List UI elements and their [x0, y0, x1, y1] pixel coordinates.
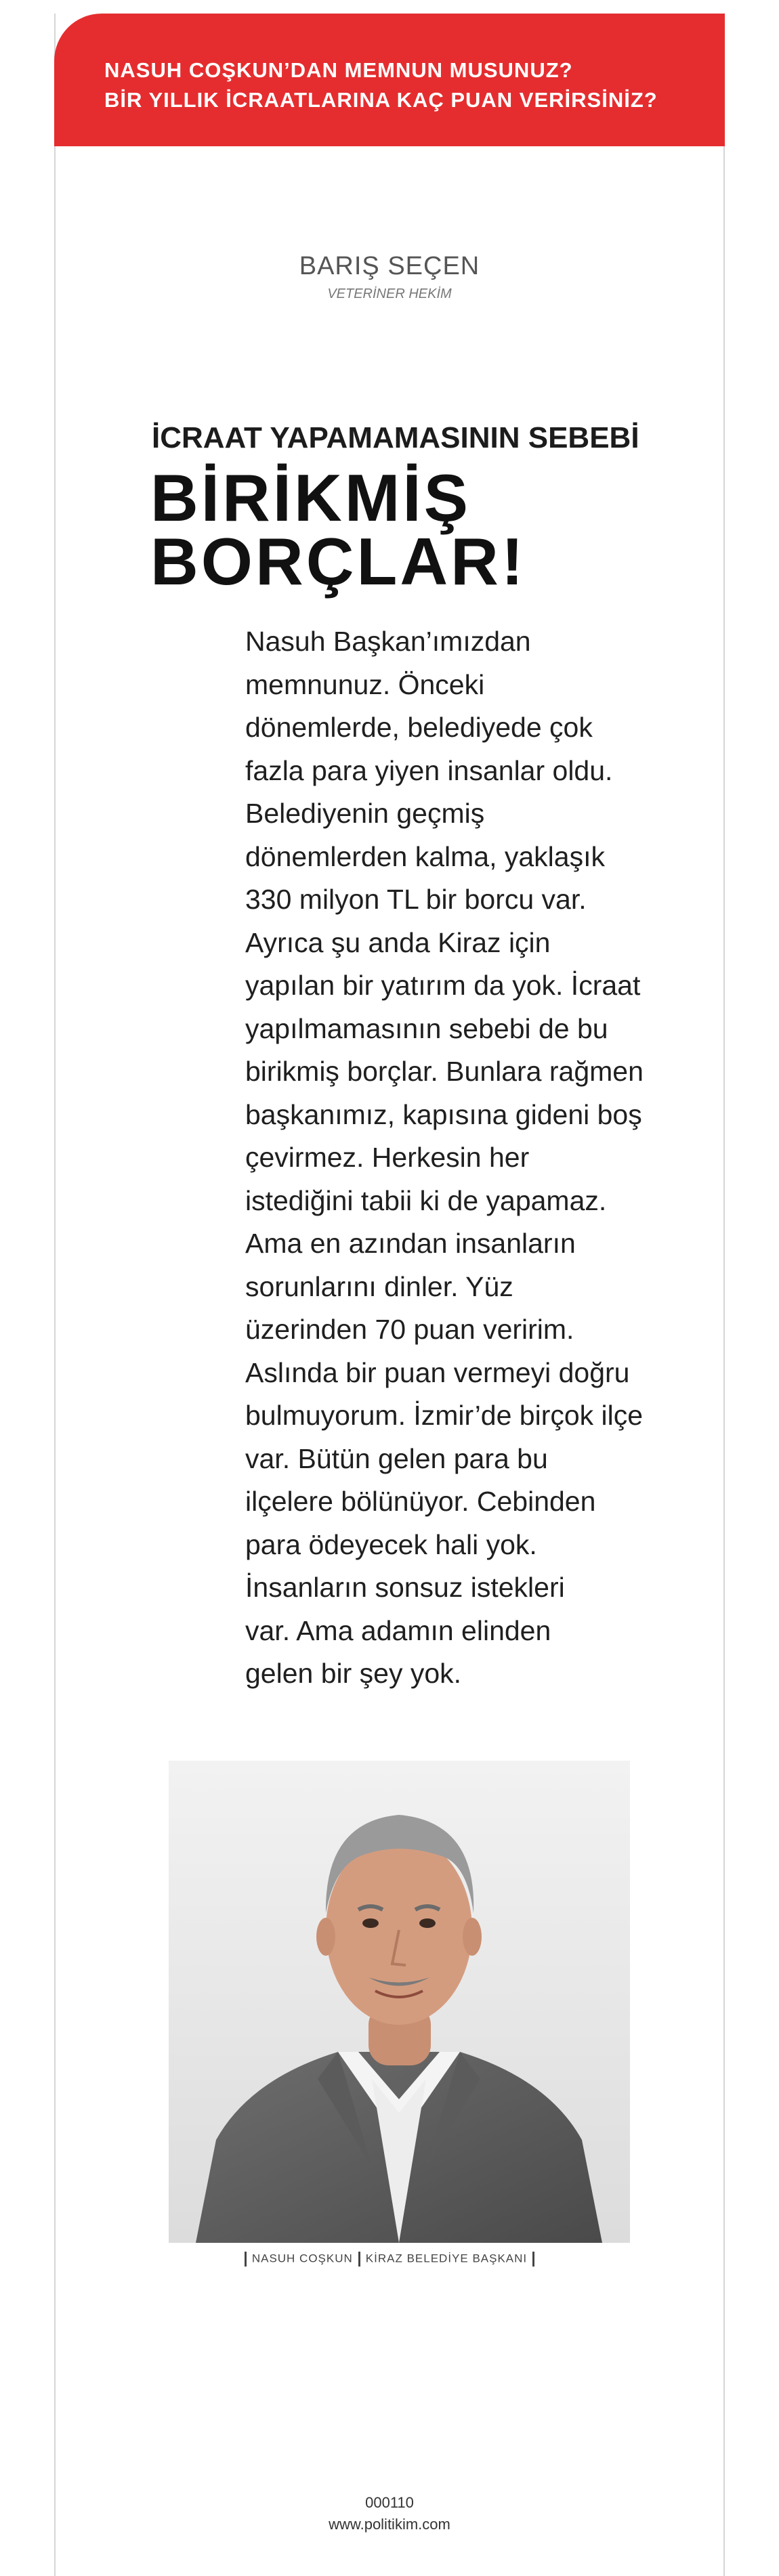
- article-body-line: dönemlerde, belediyede çok: [245, 712, 593, 743]
- banner-question-line-2: BİR YILLIK İCRAATLARINA KAÇ PUAN VERİRSİNİZ?: [104, 88, 658, 112]
- article-body-line: birikmiş borçlar. Bunlara rağmen: [245, 1056, 644, 1087]
- article-body-line: Nasuh Başkan’ımızdan: [245, 626, 531, 657]
- article-body-line: para ödeyecek hali yok.: [245, 1528, 537, 1560]
- header-banner: [54, 14, 725, 146]
- headline-line-2: BORÇLAR!: [150, 524, 526, 599]
- author-role: VETERİNER HEKİM: [327, 286, 452, 301]
- article-body-line: var. Bütün gelen para bu: [245, 1442, 548, 1474]
- article-body: [245, 620, 652, 1696]
- author-block: [0, 252, 779, 302]
- headline-line-1: BİRİKMİŞ: [150, 460, 471, 535]
- caption-divider: [358, 2252, 360, 2267]
- footer-code: 000110: [365, 2494, 414, 2511]
- portrait-illustration: [169, 1761, 630, 2243]
- article-body-line: Belediyenin geçmiş: [245, 798, 485, 829]
- banner-question-line-1: NASUH COŞKUN’DAN MEMNUN MUSUNUZ?: [104, 58, 573, 82]
- article-body-line: memnunuz. Önceki: [245, 668, 485, 700]
- caption-divider: [532, 2252, 534, 2267]
- article-body-line: İnsanların sonsuz istekleri: [245, 1572, 565, 1603]
- page-footer: [0, 2492, 779, 2535]
- article-body-line: 330 milyon TL bir borcu var.: [245, 884, 587, 915]
- article-body-line: gelen bir şey yok.: [245, 1658, 462, 1689]
- caption-title: KİRAZ BELEDİYE BAŞKANI: [365, 2252, 528, 2265]
- article-body-line: üzerinden 70 puan veririm.: [245, 1314, 574, 1345]
- article-body-line: fazla para yiyen insanlar oldu.: [245, 754, 613, 786]
- photo-caption: [0, 2252, 779, 2267]
- headline-kicker: İCRAAT YAPAMAMASININ SEBEBİ: [152, 421, 639, 454]
- article-body-line: sorunlarını dinler. Yüz: [245, 1270, 513, 1302]
- article-body-line: yapılmamasının sebebi de bu: [245, 1012, 608, 1044]
- article-body-line: yapılan bir yatırım da yok. İcraat: [245, 970, 641, 1001]
- article-body-line: Ama en azından insanların: [245, 1228, 576, 1259]
- article-body-line: var. Ama adamın elinden: [245, 1614, 551, 1646]
- author-name: BARIŞ SEÇEN: [299, 252, 480, 280]
- caption-divider: [245, 2252, 247, 2267]
- caption-name: NASUH COŞKUN: [251, 2252, 353, 2265]
- portrait-photo: [169, 1761, 630, 2243]
- article-body-line: çevirmez. Herkesin her: [245, 1142, 530, 1173]
- footer-website: www.politikim.com: [329, 2516, 450, 2533]
- article-body-line: istediğini tabii ki de yapamaz.: [245, 1184, 607, 1216]
- article-body-line: dönemlerden kalma, yaklaşık: [245, 840, 605, 872]
- article-body-line: Aslında bir puan vermeyi doğru: [245, 1356, 630, 1388]
- article-body-line: başkanımız, kapısına gideni boş: [245, 1098, 642, 1130]
- headline: [150, 460, 526, 599]
- article-body-line: ilçelere bölünüyor. Cebinden: [245, 1486, 596, 1517]
- article-body-line: Ayrıca şu anda Kiraz için: [245, 926, 551, 958]
- article-body-line: bulmuyorum. İzmir’de birçok ilçe: [245, 1400, 644, 1431]
